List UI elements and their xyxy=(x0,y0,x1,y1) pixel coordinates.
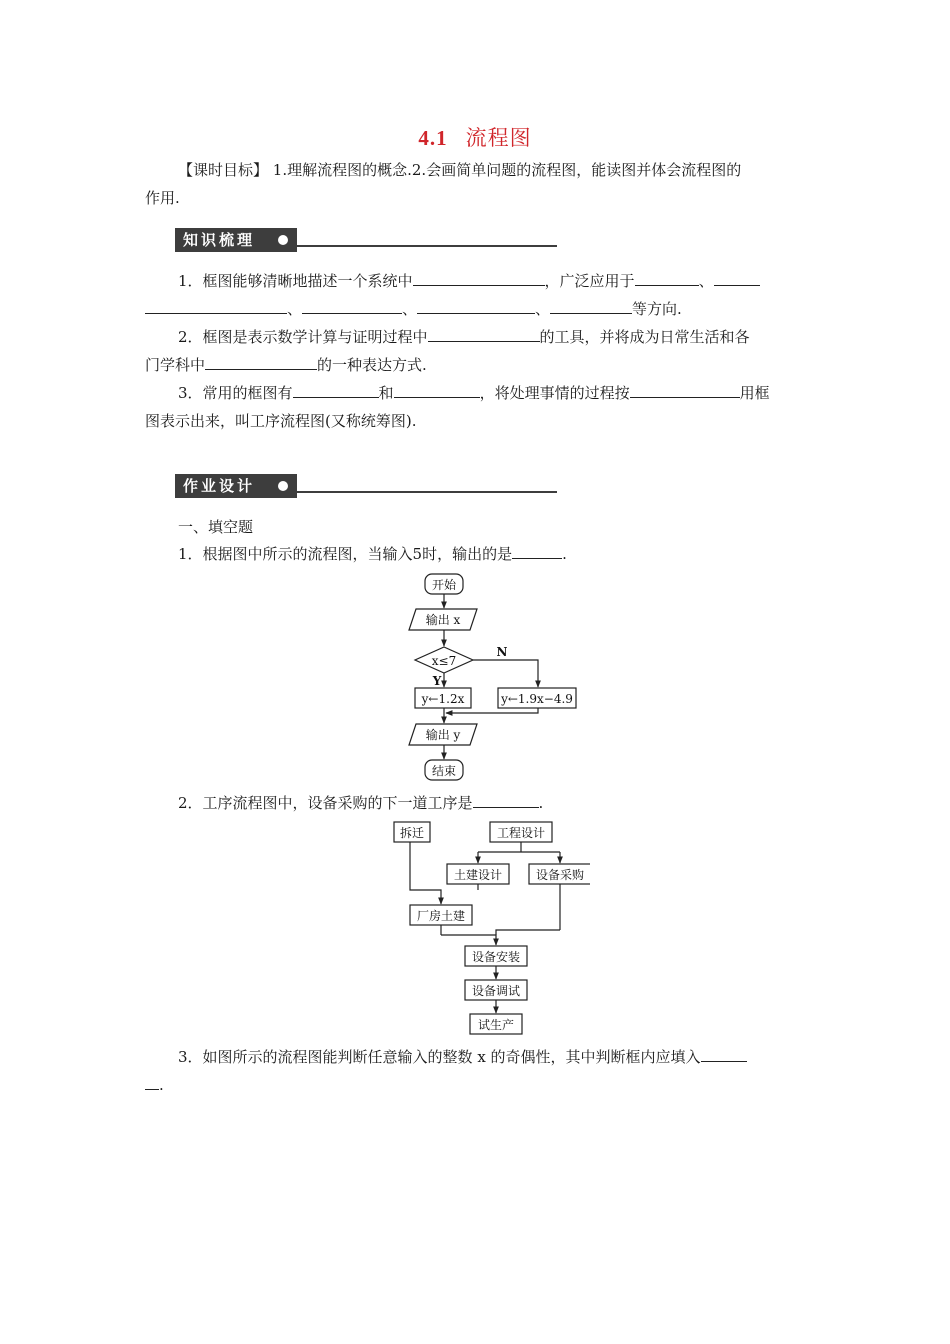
output-y-label: 输出 y xyxy=(425,728,461,742)
yes-box-label: y←1.2x xyxy=(421,692,465,706)
knowledge-q3-line1 xyxy=(178,379,810,407)
goals-line-2: 作用. xyxy=(145,189,180,207)
blank[interactable] xyxy=(413,271,545,286)
exercise-1 xyxy=(178,540,810,568)
trial-label: 试生产 xyxy=(477,1018,515,1032)
blank[interactable] xyxy=(630,383,740,398)
exercise-3-line2 xyxy=(145,1071,810,1099)
bullet-dot-icon xyxy=(278,235,288,245)
section-tag xyxy=(175,474,297,498)
q1-text-a: 1．框图能够清晰地描述一个系统中 xyxy=(178,272,413,290)
knowledge-q2-line1 xyxy=(178,323,810,351)
q2-text-a: 2．框图是表示数学计算与证明过程中 xyxy=(178,328,428,346)
q3-text-c: ，将处理事情的过程按 xyxy=(479,384,630,402)
q3-text-d: 用框 xyxy=(739,384,770,402)
condition-label: x≤7 xyxy=(431,654,457,668)
q2-text-b: 的工具，并将成为日常生活和各 xyxy=(539,328,750,346)
blank[interactable] xyxy=(635,271,699,286)
goals-label: 【课时目标】 xyxy=(178,161,269,179)
exercise-2-end: . xyxy=(538,794,544,812)
blank[interactable] xyxy=(394,383,480,398)
yes-branch-label: Y xyxy=(432,674,442,688)
section-rule xyxy=(297,491,557,493)
demolish-label: 拆迁 xyxy=(399,826,425,840)
blank[interactable] xyxy=(473,793,539,808)
end-label: 结束 xyxy=(431,764,457,778)
exercise-2-text: 2．工序流程图中，设备采购的下一道工序是 xyxy=(178,794,473,812)
output-x-label: 输出 x xyxy=(425,613,461,627)
q3-text-b: 和 xyxy=(378,384,394,402)
title-text: 流程图 xyxy=(465,126,532,150)
section-tag xyxy=(175,228,297,252)
start-label: 开始 xyxy=(431,578,457,592)
blank[interactable] xyxy=(205,355,317,370)
exercise-3-end: . xyxy=(159,1076,164,1094)
exercise-3-text: 3．如图所示的流程图能判断任意输入的整数 x 的奇偶性，其中判断框内应填入 xyxy=(178,1048,701,1066)
q1-end: 等方向. xyxy=(632,300,682,318)
q2-text-d: 的一种表达方式. xyxy=(317,356,427,374)
blank[interactable] xyxy=(302,299,402,314)
q3-text-a: 3．常用的框图有 xyxy=(178,384,293,402)
knowledge-q1-line1 xyxy=(178,267,810,295)
blank[interactable] xyxy=(714,271,760,286)
flowchart-1 xyxy=(400,570,590,782)
no-branch-label: N xyxy=(496,645,508,659)
exercise-2 xyxy=(178,789,810,817)
knowledge-q3-line2: 图表示出来，叫工序流程图(又称统筹图). xyxy=(145,412,417,430)
knowledge-q1-line2 xyxy=(145,295,810,323)
blank[interactable] xyxy=(293,383,379,398)
exercise-1-text: 1．根据图中所示的流程图，当输入5时，输出的是 xyxy=(178,545,513,563)
goals-line-1 xyxy=(178,156,810,184)
exercise-heading: 一、填空题 xyxy=(178,518,254,536)
q2-text-c: 门学科中 xyxy=(145,356,206,374)
purchase-label: 设备采购 xyxy=(535,868,585,882)
flowchart-2 xyxy=(385,815,590,1037)
civil-label: 土建设计 xyxy=(453,868,503,882)
q1-sep: 、 xyxy=(698,272,714,290)
blank[interactable] xyxy=(145,1075,159,1090)
debug-label: 设备调试 xyxy=(471,984,521,998)
section-rule xyxy=(297,245,557,247)
exercise-3-line1 xyxy=(178,1043,810,1071)
section-label: 知识梳理 xyxy=(183,231,256,249)
engineering-label: 工程设计 xyxy=(496,826,546,840)
q1-sep: 、 xyxy=(535,300,551,318)
title-number: 4.1 xyxy=(418,126,448,150)
no-box-label: y←1.9x−4.9 xyxy=(501,692,573,706)
blank[interactable] xyxy=(701,1047,747,1062)
goals-text-1: 1.理解流程图的概念.2.会画简单问题的流程图，能读图并体会流程图的 xyxy=(272,161,742,179)
blank[interactable] xyxy=(145,299,287,314)
bullet-dot-icon xyxy=(278,481,288,491)
install-label: 设备安装 xyxy=(471,950,521,964)
q1-sep: 、 xyxy=(402,300,418,318)
exercise-1-end: . xyxy=(562,545,567,563)
page-title xyxy=(0,122,950,152)
knowledge-q2-line2 xyxy=(145,351,810,379)
section-label: 作业设计 xyxy=(183,477,256,495)
q1-sep: 、 xyxy=(287,300,303,318)
q1-text-b: ，广泛应用于 xyxy=(544,272,635,290)
blank[interactable] xyxy=(428,327,540,342)
plant-label: 厂房土建 xyxy=(416,909,466,923)
blank[interactable] xyxy=(512,544,562,559)
blank[interactable] xyxy=(550,299,632,314)
blank[interactable] xyxy=(417,299,535,314)
